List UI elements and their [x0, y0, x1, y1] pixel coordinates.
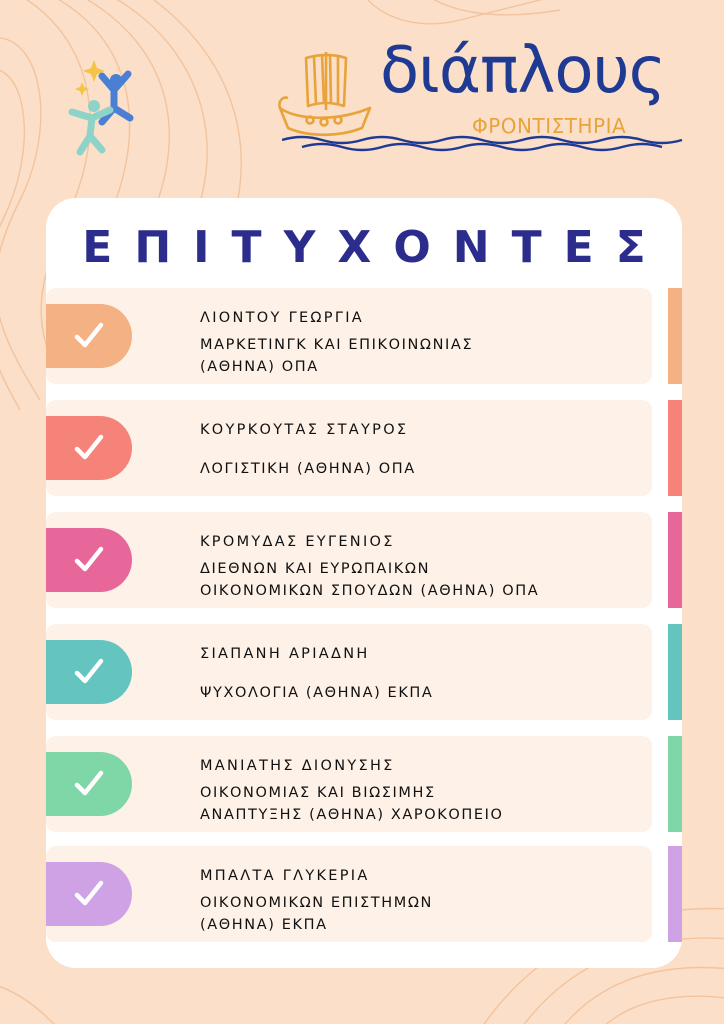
- check-icon: [72, 431, 106, 465]
- check-badge: [46, 862, 132, 926]
- check-icon: [72, 319, 106, 353]
- list-item-6: [46, 846, 652, 942]
- wave-lines-icon: [282, 134, 696, 154]
- list-item-2: [46, 400, 652, 496]
- check-icon: [72, 655, 106, 689]
- list-item-5: [46, 736, 652, 832]
- list-item-4: [46, 624, 652, 720]
- program-name: ΔΙΕΘΝΩΝ ΚΑΙ ΕΥΡΩΠΑΙΚΩΝ ΟΙΚΟΝΟΜΙΚΩΝ ΣΠΟΥΔΩΝ (ΑΘΗΝΑ) ΟΠΑ: [200, 561, 540, 599]
- program-name: ΟΙΚΟΝΟΜΙΚΩΝ ΕΠΙΣΤΗΜΩΝ (ΑΘΗΝΑ) ΕΚΠΑ: [200, 895, 434, 933]
- program-name: ΛΟΓΙΣΤΙΚΗ (ΑΘΗΝΑ) ΟΠΑ: [200, 461, 416, 477]
- ship-icon: [276, 50, 374, 146]
- check-badge: [46, 528, 132, 592]
- student-name: ΣΙΑΠΑΝΗ ΑΡΙΑΔΝΗ: [200, 646, 370, 662]
- program-name: ΨΥΧΟΛΟΓΙΑ (ΑΘΗΝΑ) ΕΚΠΑ: [200, 685, 434, 701]
- check-icon: [72, 767, 106, 801]
- program-name: ΜΑΡΚΕΤΙΝΓΚ ΚΑΙ ΕΠΙΚΟΙΝΩΝΙΑΣ (ΑΘΗΝΑ) ΟΠΑ: [200, 337, 474, 375]
- check-badge: [46, 752, 132, 816]
- check-badge: [46, 640, 132, 704]
- list-item-3: [46, 512, 652, 608]
- page-title: ΕΠΙΤΥΧΟΝΤΕΣ: [82, 222, 668, 273]
- brand-subtitle: ΦΡΟΝΤΙΣΤΗΡΙΑ: [472, 114, 627, 138]
- brand-name: διάπλους: [380, 34, 666, 108]
- student-name: ΛΙΟΝΤΟΥ ΓΕΩΡΓΙΑ: [200, 310, 365, 326]
- list-item-1: [46, 288, 652, 384]
- accent-bar: [668, 288, 682, 384]
- student-name: ΜΑΝΙΑΤΗΣ ΔΙΟΝΥΣΗΣ: [200, 758, 395, 774]
- program-name: ΟΙΚΟΝΟΜΙΑΣ ΚΑΙ ΒΙΩΣΙΜΗΣ ΑΝΑΠΤΥΞΗΣ (ΑΘΗΝΑ) ΧΑΡΟΚΟΠΕΙΟ: [200, 785, 504, 823]
- check-icon: [72, 543, 106, 577]
- student-name: ΚΡΟΜΥΔΑΣ ΕΥΓΕΝΙΟΣ: [200, 534, 395, 550]
- accent-bar: [668, 512, 682, 608]
- accent-bar: [668, 624, 682, 720]
- accent-bar: [668, 736, 682, 832]
- check-icon: [72, 877, 106, 911]
- student-name: ΜΠΑΛΤΑ ΓΛΥΚΕΡΙΑ: [200, 868, 370, 884]
- brand-logo: [276, 34, 696, 156]
- check-badge: [46, 416, 132, 480]
- accent-bar: [668, 846, 682, 942]
- accent-bar: [668, 400, 682, 496]
- check-badge: [46, 304, 132, 368]
- student-name: ΚΟΥΡΚΟΥΤΑΣ ΣΤΑΥΡΟΣ: [200, 422, 409, 438]
- jumping-people-icon: [58, 56, 148, 156]
